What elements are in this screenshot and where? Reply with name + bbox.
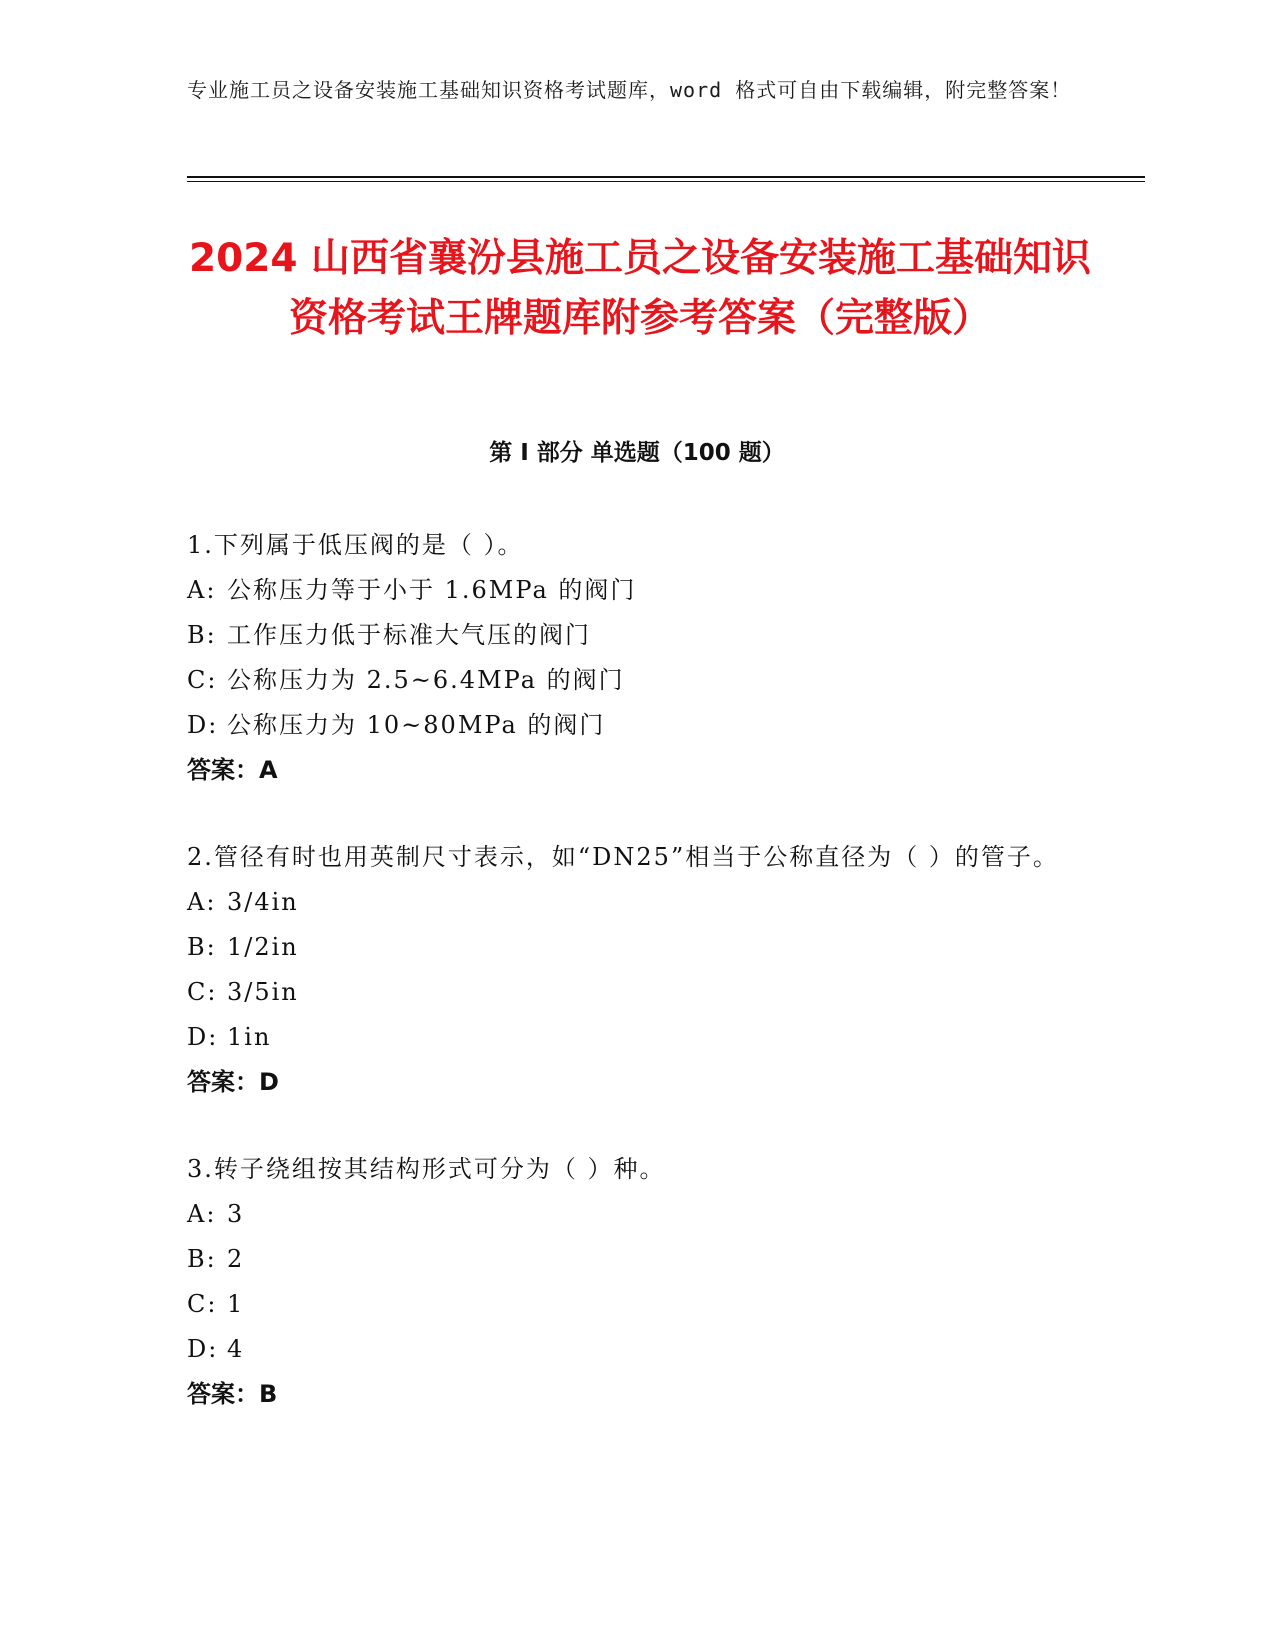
option-text: 1/2in xyxy=(227,933,299,961)
question-stem: 2.管径有时也用英制尺寸表示，如“DN25”相当于公称直径为（ ）的管子。 xyxy=(187,843,1059,871)
answer: 答案：B xyxy=(187,1380,278,1408)
option-letter: D: xyxy=(187,711,219,739)
option-b xyxy=(187,1237,1087,1282)
option-letter: B: xyxy=(187,621,217,649)
option-letter: B: xyxy=(187,1245,217,1273)
option-letter: C: xyxy=(187,666,218,694)
option-a xyxy=(187,880,1087,925)
option-b xyxy=(187,613,1087,658)
document-title: 2024 山西省襄汾县施工员之设备安装施工基础知识资格考试王牌题库附参考答案（完整版） xyxy=(188,236,1092,341)
option-c xyxy=(187,658,1087,703)
option-letter: D: xyxy=(187,1335,219,1363)
answer: 答案：A xyxy=(187,756,278,784)
option-letter: A: xyxy=(187,888,217,916)
option-letter: A: xyxy=(187,576,217,604)
question-2 xyxy=(187,835,1087,1105)
header-divider-thick xyxy=(187,176,1145,178)
option-text: 公称压力为 2.5~6.4MPa 的阀门 xyxy=(227,666,625,694)
option-c xyxy=(187,970,1087,1015)
question-list xyxy=(187,523,1087,1459)
header-note: 专业施工员之设备安装施工基础知识资格考试题库，word 格式可自由下载编辑，附完整答案！ xyxy=(187,78,1072,102)
option-letter: C: xyxy=(187,978,218,1006)
option-text: 3 xyxy=(227,1200,245,1228)
option-text: 1 xyxy=(227,1290,245,1318)
question-stem: 3.转子绕组按其结构形式可分为（ ）种。 xyxy=(187,1155,666,1183)
option-text: 2 xyxy=(227,1245,245,1273)
question-1 xyxy=(187,523,1087,793)
option-letter: D: xyxy=(187,1023,219,1051)
section-title: 第 I 部分 单选题（100 题） xyxy=(489,440,785,466)
option-text: 3/5in xyxy=(227,978,299,1006)
answer: 答案：D xyxy=(187,1068,279,1096)
option-text: 3/4in xyxy=(227,888,299,916)
option-text: 公称压力为 10~80MPa 的阀门 xyxy=(227,711,606,739)
option-b xyxy=(187,925,1087,970)
option-letter: B: xyxy=(187,933,217,961)
option-letter: A: xyxy=(187,1200,217,1228)
option-d xyxy=(187,1015,1087,1060)
option-d xyxy=(187,703,1087,748)
option-a xyxy=(187,1192,1087,1237)
option-text: 1in xyxy=(227,1023,272,1051)
option-c xyxy=(187,1282,1087,1327)
option-a xyxy=(187,568,1087,613)
question-stem: 1.下列属于低压阀的是（ ）。 xyxy=(187,531,524,559)
header-divider-thin xyxy=(187,181,1145,182)
option-d xyxy=(187,1327,1087,1372)
question-3 xyxy=(187,1147,1087,1417)
option-text: 工作压力低于标准大气压的阀门 xyxy=(227,621,591,649)
option-text: 4 xyxy=(227,1335,245,1363)
option-text: 公称压力等于小于 1.6MPa 的阀门 xyxy=(227,576,637,604)
option-letter: C: xyxy=(187,1290,218,1318)
